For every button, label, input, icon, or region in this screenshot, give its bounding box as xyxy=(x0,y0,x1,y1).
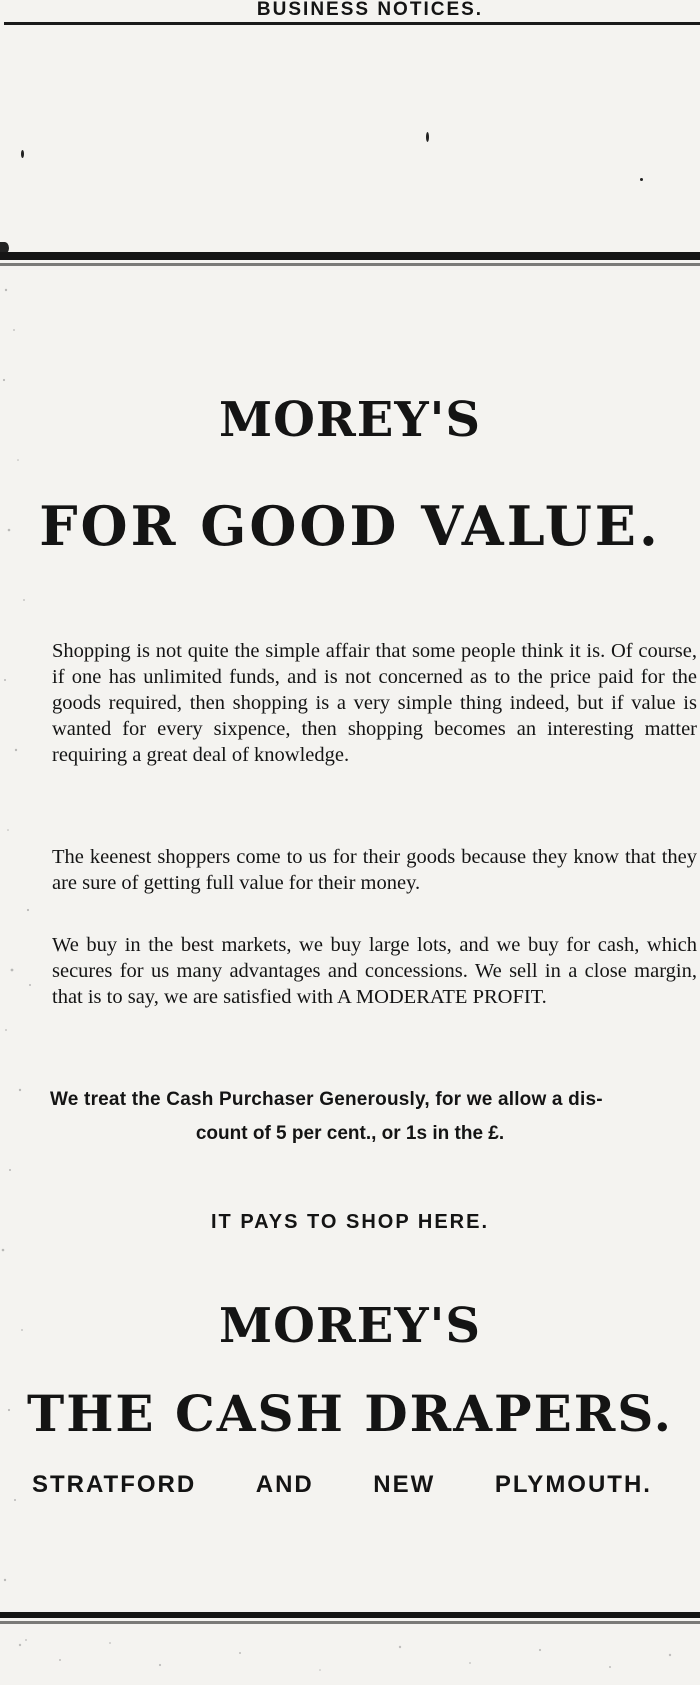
town-word: PLYMOUTH. xyxy=(494,1471,652,1498)
left-margin-texture xyxy=(0,270,40,1670)
top-divider-rule xyxy=(0,252,700,260)
ink-speck xyxy=(640,178,643,181)
advert-paragraph-2: The keenest shoppers come to us for their goods because they know that they are sure of getting full value for their money. xyxy=(52,846,697,894)
advert-paragraph-3: We buy in the best markets, we buy large lots, and we buy for cash, which secures for us many advantages and concessions. We sell in a close margin, that is to say, we are satisfied with A MODERATE PROFIT. xyxy=(52,934,697,1008)
advert-paragraph-1: Shopping is not quite the simple affair that some people think it is. Of course, if one has unlimited funds, and is not concerned as to the price paid for the goods required, then shopping is a very simple thing indeed, but if value is wanted for every sixpence, then shopping becomes an interesting matter requiring a great deal of knowledge. xyxy=(52,640,697,766)
footer-subtitle: THE CASH DRAPERS. xyxy=(26,1384,673,1443)
bottom-margin-texture xyxy=(0,1625,700,1685)
discount-line-2: count of 5 per cent., or 1s in the £. xyxy=(195,1123,505,1144)
bottom-divider-rule xyxy=(0,1612,700,1618)
town-word: STRATFORD xyxy=(32,1471,197,1498)
running-head: BUSINESS NOTICES. xyxy=(256,0,484,20)
ink-speck xyxy=(21,150,24,158)
slogan: IT PAYS TO SHOP HERE. xyxy=(211,1211,489,1233)
town-word: NEW xyxy=(373,1471,436,1498)
town-line xyxy=(32,1470,652,1500)
header-rule xyxy=(4,22,700,25)
town-word: AND xyxy=(255,1471,314,1498)
ink-speck xyxy=(426,132,429,142)
top-divider-inner-rule xyxy=(0,263,700,266)
advert-tagline: FOR GOOD VALUE. xyxy=(39,494,661,558)
advert-title: MOREY'S xyxy=(218,392,482,448)
footer-title: MOREY'S xyxy=(218,1298,482,1354)
discount-line-1: We treat the Cash Purchaser Generously, for we allow a dis- xyxy=(50,1089,603,1110)
bottom-divider-inner-rule xyxy=(0,1621,700,1624)
